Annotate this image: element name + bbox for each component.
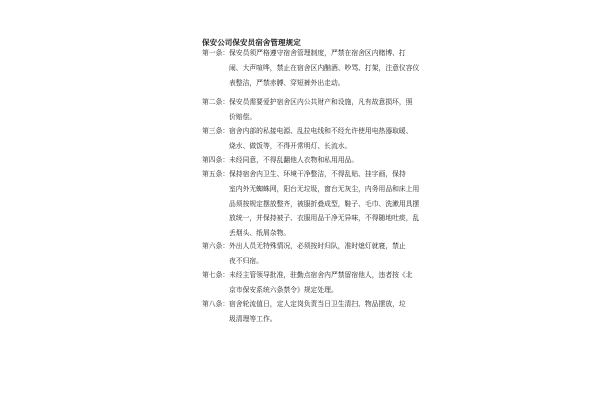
article-number: 第八条：: [202, 300, 230, 308]
document-title: 保安公司保安员宿舍管理规定: [202, 38, 301, 47]
article-number: 第一条：: [202, 49, 230, 57]
text-line: 室内外无蜘蛛网，阳台无垃圾，窗台无灰尘，内务用品和床上用: [229, 184, 420, 193]
text-line: 未经同意，不得乱翻他人衣物和私用用品。: [229, 156, 359, 164]
article-text: [229, 297, 404, 327]
article-number: 第二条：: [202, 98, 230, 106]
text-line: 未经主管领导批准，驻勤点宿舍内严禁留宿他人，违者按《北: [229, 271, 413, 279]
text-line: 品须按规定摆放整齐，被服折叠成型，鞋子、毛巾、洗漱用具摆: [229, 199, 420, 208]
text-line: 保安员须严格遵守宿舍管理制度，严禁在宿舍区内赌博、打: [229, 49, 406, 57]
text-line: 保持宿舍内卫生、环境干净整洁，不得乱贴、挂字画，保持: [229, 170, 406, 178]
article-1: [202, 46, 420, 90]
text-line: 表整洁，严禁赤膊、穿短裤外出走动。: [229, 78, 345, 87]
text-line: 外出人员无特殊情况，必须按时归队，准时熄灯就寝，禁止: [229, 242, 406, 250]
text-line: 放统一，并保持被子、衣服用品干净无异味，不得随地吐痰，乱: [229, 214, 420, 223]
article-5: [202, 167, 420, 241]
text-line: 宿舍轮流值日，定人定岗负责当日卫生清扫、物品摆放，垃: [229, 300, 406, 308]
text-line: 保安员需要爱护宿舍区内公共财产和设施，凡有故意损坏，照: [229, 98, 413, 106]
article-text: [229, 239, 404, 269]
article-8: [202, 297, 404, 327]
text-line: 价赔偿。: [229, 112, 257, 121]
article-number: 第三条：: [202, 127, 230, 135]
article-6: [202, 239, 404, 269]
article-4: [202, 153, 404, 168]
article-2: [202, 95, 413, 125]
article-text: [229, 167, 420, 241]
text-line: 圾清理等工作。: [229, 314, 277, 323]
text-line: 宿舍内部的私接电源、乱拉电线和不经允许使用电热器取暖、: [229, 127, 413, 135]
article-number: 第七条：: [202, 271, 230, 279]
text-line: 夜不归宿。: [229, 256, 263, 265]
article-7: [202, 268, 413, 298]
article-text: [229, 153, 404, 168]
article-text: [229, 268, 413, 298]
article-text: [229, 46, 420, 90]
text-line: 丢烟头、纸屑杂物。: [229, 229, 291, 238]
text-line: 京市保安系统六条禁令》规定处理。: [229, 285, 338, 294]
article-number: 第五条：: [202, 170, 230, 178]
text-line: 烧水、做饭等，不得开常明灯、长流水。: [229, 141, 352, 150]
text-line: 闹、大声喧哗，禁止在宿舍区内酗酒、吵骂、打架，注意仪容仪: [229, 63, 420, 72]
article-text: [229, 124, 413, 154]
article-number: 第四条：: [202, 156, 230, 164]
article-number: 第六条：: [202, 242, 230, 250]
article-text: [229, 95, 413, 125]
article-3: [202, 124, 413, 154]
